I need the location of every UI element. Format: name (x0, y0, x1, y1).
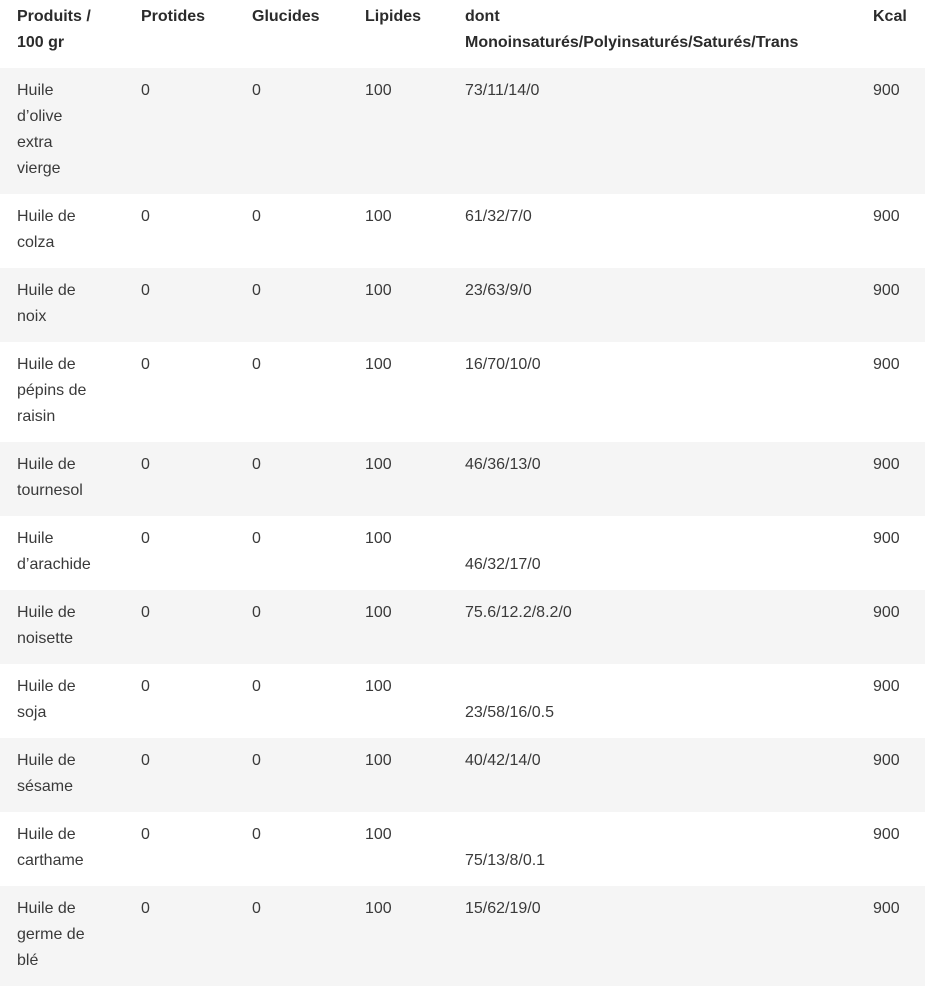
glucides-cell: 0 (252, 678, 261, 695)
header-produits-line: 100 gr (17, 34, 65, 51)
lipides-cell: 100 (365, 826, 392, 843)
product-line: noix (17, 308, 47, 325)
kcal-cell: 900 (873, 282, 900, 299)
product-line: Huile de (17, 604, 76, 621)
table-row (0, 342, 925, 442)
table-row (0, 886, 925, 986)
lipides-cell: 100 (365, 678, 392, 695)
glucides-cell: 0 (252, 82, 261, 99)
kcal-cell: 900 (873, 900, 900, 917)
dont-cell: 16/70/10/0 (465, 356, 541, 373)
glucides-cell: 0 (252, 530, 261, 547)
product-line: d’olive (17, 108, 63, 125)
product-line: noisette (17, 630, 74, 647)
product-line: Huile de (17, 356, 76, 373)
header-lipides: Lipides (365, 8, 422, 25)
kcal-cell: 900 (873, 678, 900, 695)
header-glucides: Glucides (252, 8, 320, 25)
product-line: Huile de (17, 456, 76, 473)
header-dont-line: dont (465, 8, 500, 25)
glucides-cell: 0 (252, 604, 261, 621)
lipides-cell: 100 (365, 604, 392, 621)
lipides-cell: 100 (365, 82, 392, 99)
lipides-cell: 100 (365, 356, 392, 373)
table-row (0, 812, 925, 886)
kcal-cell: 900 (873, 208, 900, 225)
glucides-cell: 0 (252, 282, 261, 299)
product-line: germe de (17, 926, 85, 943)
header-kcal: Kcal (873, 8, 907, 25)
glucides-cell: 0 (252, 752, 261, 769)
product-line: Huile de (17, 678, 76, 695)
product-line: Huile de (17, 826, 76, 843)
lipides-cell: 100 (365, 282, 392, 299)
glucides-cell: 0 (252, 900, 261, 917)
header-produits (17, 4, 127, 56)
product-line: colza (17, 234, 55, 251)
kcal-cell: 900 (873, 530, 900, 547)
protides-cell: 0 (141, 900, 150, 917)
kcal-cell: 900 (873, 826, 900, 843)
dont-cell: 73/11/14/0 (465, 82, 540, 99)
product-line: extra (17, 134, 53, 151)
dont-cell: 46/32/17/0 (465, 556, 541, 573)
product-line: Huile (17, 82, 54, 99)
protides-cell: 0 (141, 752, 150, 769)
product-line: pépins de (17, 382, 87, 399)
product-line: Huile de (17, 752, 76, 769)
product-cell (17, 896, 127, 974)
kcal-cell: 900 (873, 604, 900, 621)
header-dont-line: Monoinsaturés/Polyinsaturés/Saturés/Trans (465, 34, 799, 51)
protides-cell: 0 (141, 604, 150, 621)
product-cell (17, 452, 127, 504)
header-produits-line: Produits / (17, 8, 91, 25)
dont-cell: 75.6/12.2/8.2/0 (465, 604, 572, 621)
dont-cell: 40/42/14/0 (465, 752, 541, 769)
lipides-cell: 100 (365, 752, 392, 769)
protides-cell: 0 (141, 530, 150, 547)
kcal-cell: 900 (873, 752, 900, 769)
protides-cell: 0 (141, 456, 150, 473)
protides-cell: 0 (141, 678, 150, 695)
product-cell (17, 278, 127, 330)
header-protides: Protides (141, 8, 206, 25)
product-cell (17, 674, 127, 726)
product-line: Huile (17, 530, 54, 547)
product-line: Huile de (17, 900, 76, 917)
table-row (0, 268, 925, 342)
dont-cell: 46/36/13/0 (465, 456, 541, 473)
product-line: Huile de (17, 282, 76, 299)
product-cell (17, 78, 127, 182)
product-cell (17, 204, 127, 256)
product-line: tournesol (17, 482, 83, 499)
product-cell (17, 748, 127, 800)
product-cell (17, 822, 127, 874)
lipides-cell: 100 (365, 530, 392, 547)
protides-cell: 0 (141, 356, 150, 373)
lipides-cell: 100 (365, 208, 392, 225)
table-row (0, 516, 925, 590)
table-row (0, 442, 925, 516)
table-row (0, 194, 925, 268)
protides-cell: 0 (141, 82, 150, 99)
glucides-cell: 0 (252, 208, 261, 225)
product-line: blé (17, 952, 39, 969)
dont-cell: 61/32/7/0 (465, 208, 532, 225)
product-cell (17, 600, 127, 652)
dont-cell: 23/58/16/0.5 (465, 704, 554, 721)
lipides-cell: 100 (365, 900, 392, 917)
dont-cell: 15/62/19/0 (465, 900, 541, 917)
product-line: sésame (17, 778, 74, 795)
kcal-cell: 900 (873, 356, 900, 373)
product-line: d’arachide (17, 556, 91, 573)
product-line: Huile de (17, 208, 76, 225)
protides-cell: 0 (141, 208, 150, 225)
product-line: soja (17, 704, 47, 721)
table-row (0, 738, 925, 812)
table-row (0, 590, 925, 664)
protides-cell: 0 (141, 282, 150, 299)
header-dont (465, 4, 865, 56)
protides-cell: 0 (141, 826, 150, 843)
lipides-cell: 100 (365, 456, 392, 473)
product-line: raisin (17, 408, 56, 425)
product-cell (17, 352, 127, 430)
glucides-cell: 0 (252, 356, 261, 373)
table-header (0, 0, 925, 68)
glucides-cell: 0 (252, 826, 261, 843)
product-line: vierge (17, 160, 61, 177)
dont-cell: 23/63/9/0 (465, 282, 532, 299)
product-cell (17, 526, 127, 578)
kcal-cell: 900 (873, 456, 900, 473)
product-line: carthame (17, 852, 84, 869)
table-row (0, 68, 925, 194)
kcal-cell: 900 (873, 82, 900, 99)
table-row (0, 664, 925, 738)
dont-cell: 75/13/8/0.1 (465, 852, 546, 869)
glucides-cell: 0 (252, 456, 261, 473)
